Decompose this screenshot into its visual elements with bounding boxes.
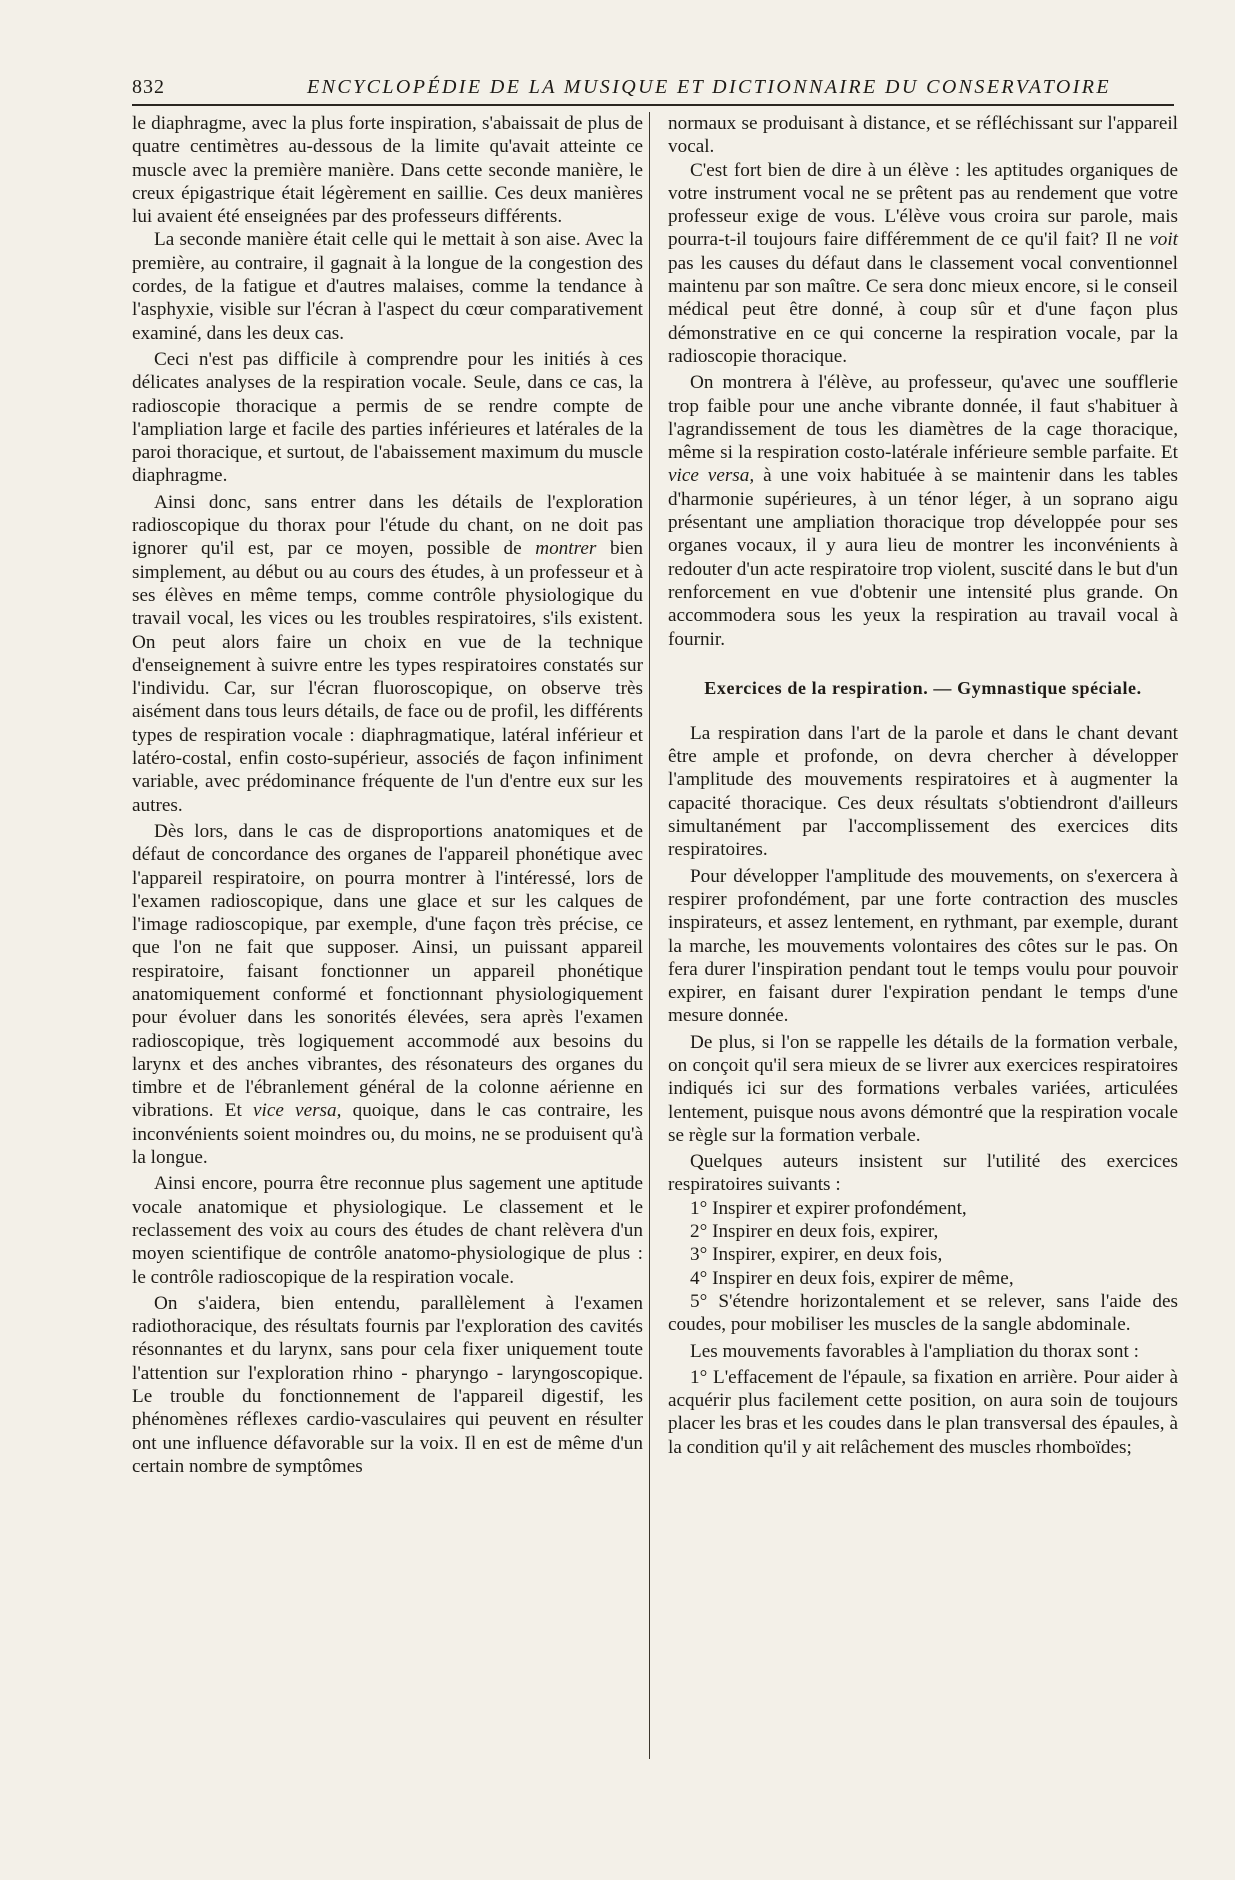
paragraph: On s'aidera, bien entendu, parallèlement à l'examen radiothoracique, des résultats fournis par l'exploration des cavités résonnantes et du larynx, sans pour cela fixer uniquement toute l'attention sur l'exploration rhino - pharyngo - laryngoscopique. Le trouble du fonctionnement de l'appareil digestif, les phénomènes réflexes cardio-vasculaires qui peuvent en résulter ont une influence défavorable sur la voix. Il en est de même d'un certain nombre de symptômes — [132, 1292, 643, 1477]
text-run: C'est fort bien de dire à un élève : les aptitudes organiques de votre instrument vocal ne se prêtent pas au rendement que votre professeur exige de vous. L'élève vous croira sur parole, mais pourra-t-il toujours faire différemment de ce qu'il fait? Il ne — [668, 159, 1178, 251]
right-column — [668, 112, 1178, 1459]
italic-text: vice versa, — [252, 1100, 342, 1122]
paragraph: Ainsi encore, pourra être reconnue plus sagement une aptitude vocale anatomique et physiologique. Le classement et le reclassement des voix au cours des études de chant relèvera d'un moyen scientifique de contrôle anatomo-physiologique de plus : le contrôle radioscopique de la respiration vocale. — [132, 1173, 643, 1288]
paragraph: le diaphragme, avec la plus forte inspiration, s'abaissait de plus de quatre centimètres au-dessous de la limite qu'avait atteinte ce muscle avec la première manière. Dans cette seconde manière, le creux épigastrique était légèrement en saillie. Ces deux manières lui avaient été enseignées par des professeurs différents. — [132, 113, 643, 228]
section-heading: Exercices de la respiration. — Gymnastique spéciale. — [704, 677, 1142, 698]
italic-text: voit — [1149, 229, 1178, 251]
text-run: Dès lors, dans le cas de disproportions anatomiques et de défaut de concordance des organes de l'appareil phonétique avec l'appareil respiratoire, on pourra montrer à l'intéressé, lors de l'examen radioscopique, dans une glace et sur les calques de l'image radioscopique, par exemple, d'une façon très précise, ce que l'on ne fait que supposer. Ainsi, un puissant appareil respiratoire, faisant fonctionner un appareil phonétique anatomiquement conformé et fonctionnant physiologiquement pour évoluer dans les sonorités élevées, sera après l'examen radioscopique, très logiquement accommodé aux besoins du larynx et des anches vibrantes, des résonateurs des organes du timbre et de l'ébranlement général de la colonne aérienne en vibrations. Et — [132, 820, 643, 1122]
left-column — [132, 112, 643, 1478]
italic-text: vice versa, — [668, 465, 755, 487]
paragraph: Pour développer l'amplitude des mouvements, on s'exercera à respirer profondément, par une forte contraction des muscles inspirateurs, et assez lentement, en rythmant, par exemple, durant la marche, les mouvements volontaires des côtes sur le pas. On fera durer l'inspiration pendant tout le temps voulu pour pouvoir expirer, en faisant durer l'expiration pendant le temps d'une mesure donnée. — [668, 865, 1178, 1027]
paragraph: Quelques auteurs insistent sur l'utilité des exercices respiratoires suivants : — [668, 1151, 1178, 1196]
running-title: ENCYCLOPÉDIE DE LA MUSIQUE ET DICTIONNAIRE DU CONSERVATOIRE — [306, 76, 1111, 98]
paragraph — [132, 491, 643, 817]
page-header — [132, 74, 1174, 106]
column-divider — [649, 112, 650, 1759]
text-run: quoique, dans le cas contraire, les inconvénients soient moindres ou, du moins, ne se produisent qu'à la longue. — [132, 1100, 643, 1169]
list-item: 3° Inspirer, expirer, en deux fois, — [690, 1244, 943, 1266]
list-item: 1° Inspirer et expirer profondément, — [690, 1197, 967, 1219]
list-item: 4° Inspirer en deux fois, expirer de même, — [690, 1267, 1014, 1289]
paragraph: Ceci n'est pas difficile à comprendre pour les initiés à ces délicates analyses de la respiration vocale. Seule, dans ce cas, la radioscopie thoracique a permis de se rendre compte de l'ampliation large et facile des parties inférieures et latérales de la paroi thoracique, et surtout, de l'abaissement maximum du muscle diaphragme. — [132, 348, 643, 487]
paragraph: Les mouvements favorables à l'ampliation du thorax sont : — [690, 1340, 1139, 1362]
paragraph: De plus, si l'on se rappelle les détails de la formation verbale, on conçoit qu'il sera mieux de se livrer aux exercices respiratoires indiqués ici sur des formations verbales variées, articulées lentement, puisque nous avons démontré que la respiration vocale se règle sur la formation verbale. — [668, 1031, 1178, 1146]
paragraph: La seconde manière était celle qui le mettait à son aise. Avec la première, au contraire, il gagnait à la longue de la congestion des cordes, de la fatigue et d'autres malaises, comme la tendance à l'asphyxie, visible sur l'écran à l'aspect du cœur comparativement examiné, dans les deux cas. — [132, 229, 643, 344]
text-run: On montrera à l'élève, au professeur, qu'avec une soufflerie trop faible pour une anche vibrante donnée, il faut s'habituer à l'agrandissement de tous les diamètres de la cage thoracique, même si la respiration costo-latérale inférieure semble parfaite. Et — [668, 372, 1178, 464]
paragraph — [132, 820, 643, 1169]
text-run: pas les causes du défaut dans le classement vocal conventionnel maintenu par son maître. Ce sera donc mieux encore, si le conseil médical peut être donné, à coup sûr et d'une façon plus démonstrative en ce qui concerne la respiration vocale, par la radioscopie thoracique. — [668, 252, 1178, 367]
paragraph: normaux se produisant à distance, et se réfléchissant sur l'appareil vocal. — [668, 113, 1178, 158]
paragraph — [668, 159, 1178, 369]
list-item: 5° S'étendre horizontalement et se relever, sans l'aide des coudes, pour mobiliser les muscles de la sangle abdominale. — [668, 1290, 1178, 1336]
paragraph: 1° L'effacement de l'épaule, sa fixation en arrière. Pour aider à acquérir plus facilement cette position, on aura soin de toujours placer les bras et les coudes dans le plan transversal des épaules, à la condition qu'il y ait relâchement des muscles rhomboïdes; — [668, 1366, 1178, 1458]
text-run: à une voix habituée à se maintenir dans les tables d'harmonie supérieures, à un ténor léger, à un soprano aigu présentant une ampliation thoracique trop développée pour ses organes vocaux, il y aura lieu de montrer les inconvénients à redouter d'un acte respiratoire trop violent, suscité dans le but d'un renforcement en vue d'obtenir une intensité plus grande. On accommodera sous les yeux la respiration au travail vocal à fournir. — [668, 465, 1178, 650]
paragraph: La respiration dans l'art de la parole et dans le chant devant être ample et profonde, on devra chercher à développer l'amplitude des mouvements respiratoires et à augmenter la capacité thoracique. Ces deux résultats s'obtiendront d'ailleurs simultanément par l'accomplissement des exercices dits respiratoires. — [668, 722, 1178, 861]
list-item: 2° Inspirer en deux fois, expirer, — [690, 1221, 939, 1243]
text-run: Ainsi donc, sans entrer dans les détails de l'exploration radioscopique du thorax pour l'étude du chant, on ne doit pas ignorer qu'il est, par ce moyen, possible de — [132, 491, 643, 560]
italic-text: montrer — [535, 538, 597, 560]
text-run: bien simplement, au début ou au cours des études, à un professeur et à ses élèves en même temps, comme contrôle physiologique du travail vocal, les vices ou les troubles respiratoires, s'ils existent. On peut alors faire un choix en vue de la technique d'enseignement à suivre entre les types respiratoires constatés sur l'individu. Car, sur l'écran fluoroscopique, on observe très aisément dans tous leurs détails, de face ou de profil, les différents types de respiration vocale : diaphragmatique, latéral inférieur et latéro-costal, enfin costo-supérieur, associés de façon infiniment variable, avec prédominance fréquente de l'un d'entre eux sur les autres. — [132, 538, 643, 816]
page-number: 832 — [132, 76, 165, 98]
paragraph — [668, 371, 1178, 651]
